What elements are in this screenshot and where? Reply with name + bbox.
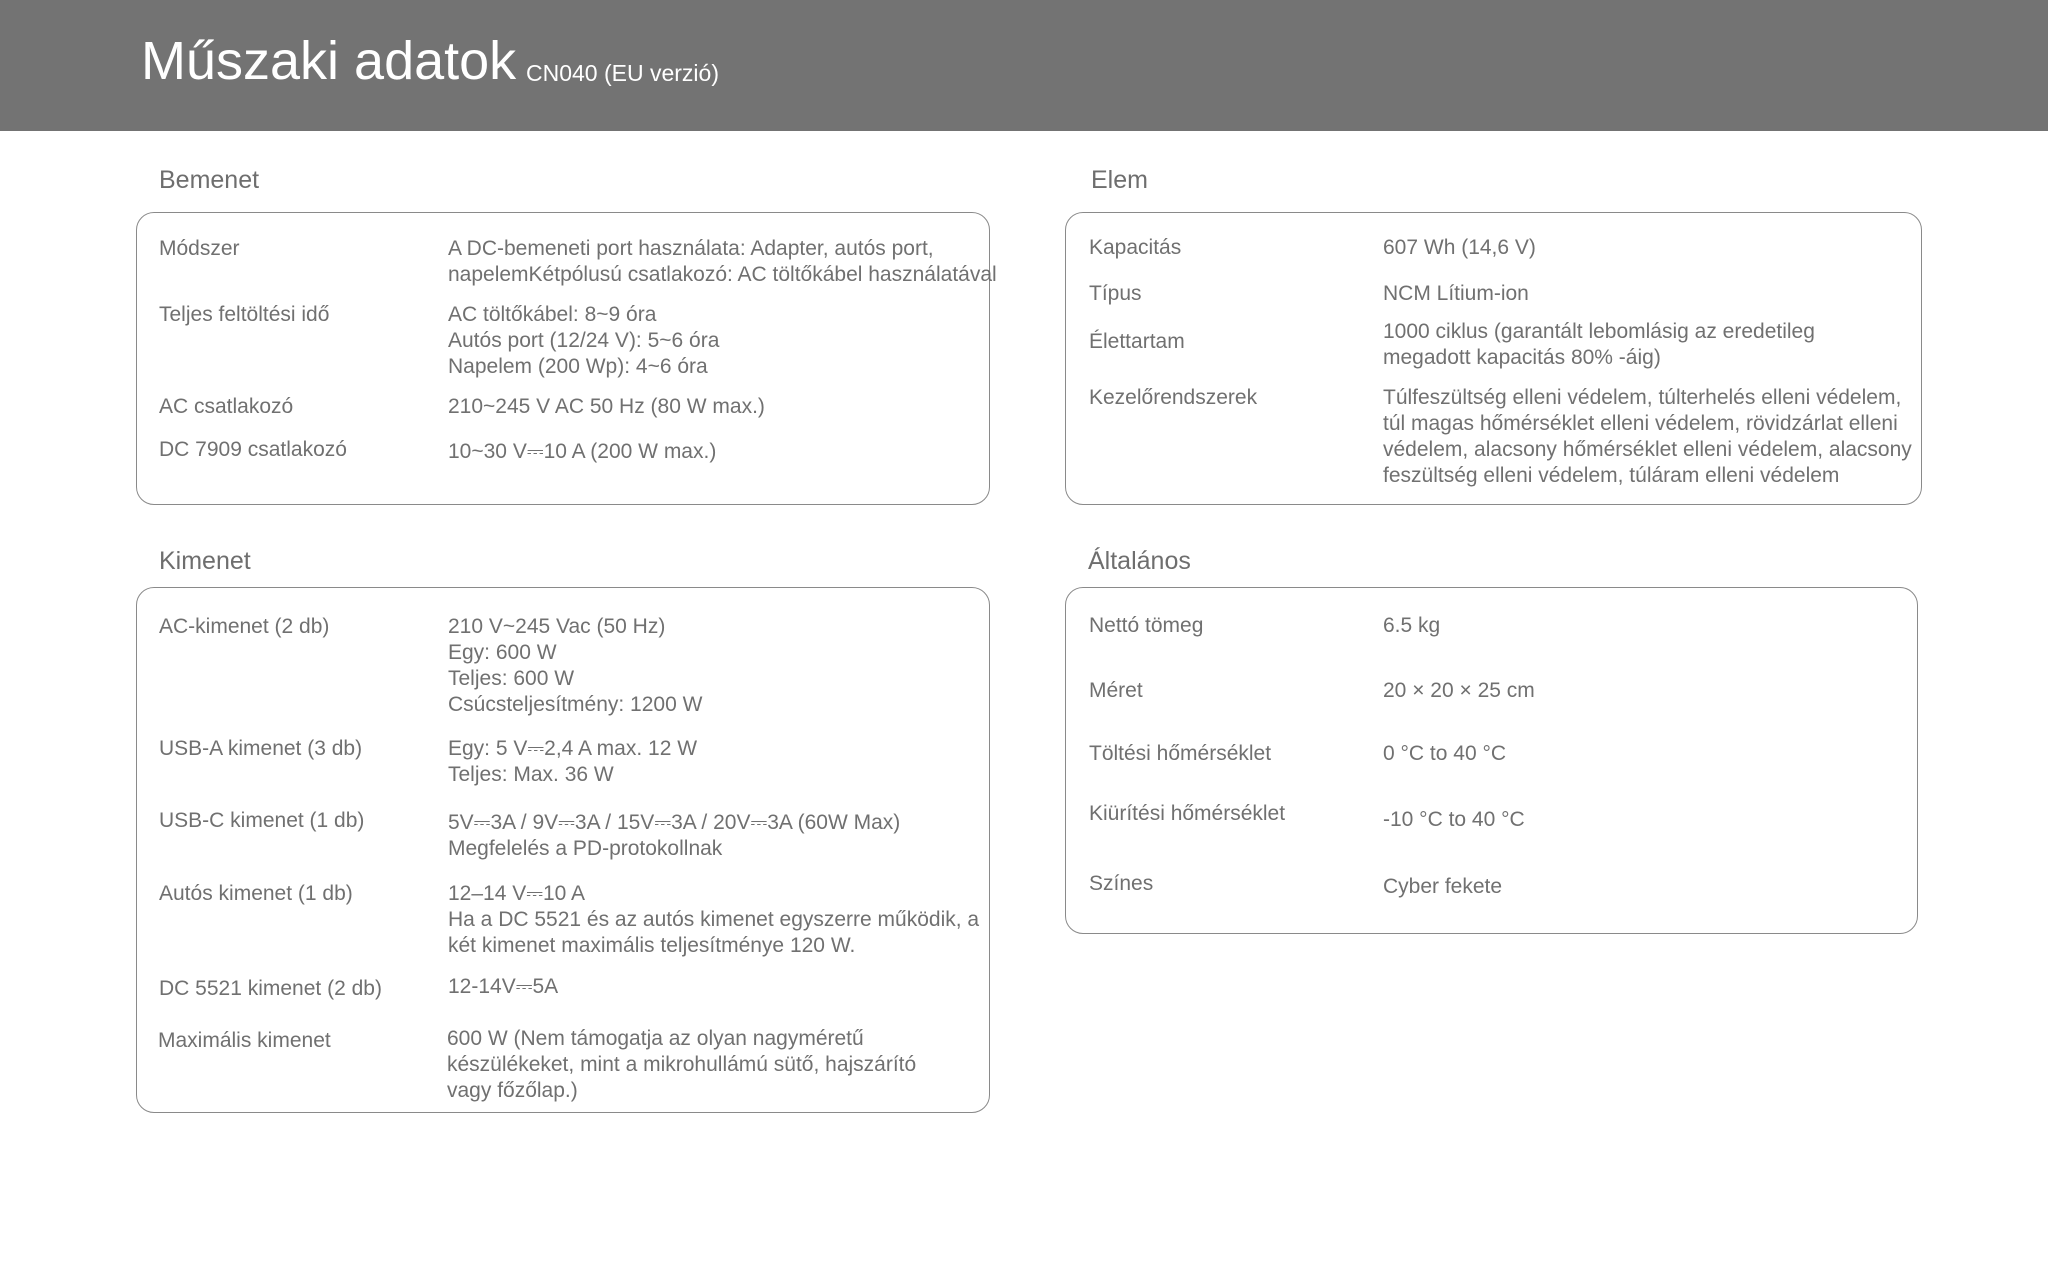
spec-label: Színes — [1089, 872, 1154, 895]
spec-label: Maximális kimenet — [158, 1029, 331, 1052]
spec-value: 12–14 V⎓10 A Ha a DC 5521 és az autós kimenet egyszerre működik, a két kimenet maximális teljesítménye 120 W. — [448, 882, 980, 957]
page-subtitle: CN040 (EU verzió) — [526, 60, 719, 86]
spec-value: 0 °C to 40 °C — [1383, 742, 1507, 765]
spec-label: AC csatlakozó — [159, 395, 294, 418]
spec-value: 5V⎓3A / 9V⎓3A / 15V⎓3A / 20V⎓3A (60W Max) Megfelelés a PD-protokollnak — [448, 811, 901, 860]
spec-label: Kezelőrendszerek — [1089, 386, 1258, 409]
spec-value: Egy: 5 V⎓2,4 A max. 12 W Teljes: Max. 36 W — [448, 737, 698, 786]
spec-label: Töltési hőmérséklet — [1089, 742, 1272, 765]
spec-box-elem — [1065, 212, 1922, 505]
spec-label: Nettó tömeg — [1089, 614, 1204, 637]
spec-value: Cyber fekete — [1383, 875, 1503, 898]
section-title-elem: Elem — [1091, 166, 1148, 194]
spec-label: Kapacitás — [1089, 236, 1182, 259]
spec-value: 607 Wh (14,6 V) — [1383, 236, 1536, 259]
spec-label: Módszer — [159, 237, 240, 260]
spec-value: 600 W (Nem támogatja az olyan nagyméretű készülékeket, mint a mikrohullámú sütő, hajszárító vagy főzőlap.) — [447, 1027, 917, 1102]
spec-box-bemenet — [136, 212, 997, 505]
spec-box-altalanos — [1065, 587, 1918, 934]
spec-label: Kiürítési hőmérséklet — [1089, 802, 1286, 825]
spec-label: Teljes feltöltési idő — [159, 303, 330, 326]
spec-label: AC-kimenet (2 db) — [159, 615, 330, 638]
spec-value: NCM Lítium-ion — [1383, 282, 1529, 305]
spec-label: USB-C kimenet (1 db) — [159, 809, 365, 832]
spec-label: Autós kimenet (1 db) — [159, 882, 353, 905]
page-header — [0, 0, 2048, 131]
spec-label: DC 5521 kimenet (2 db) — [159, 977, 382, 1000]
spec-label: Típus — [1089, 282, 1142, 305]
spec-value: 210 V~245 Vac (50 Hz) Egy: 600 W Teljes: 600 W Csúcsteljesítmény: 1200 W — [448, 615, 703, 716]
spec-box-kimenet — [136, 587, 990, 1113]
section-title-altalanos: Általános — [1088, 547, 1191, 575]
spec-value: 10~30 V⎓10 A (200 W max.) — [448, 440, 717, 463]
spec-value: 6.5 kg — [1383, 614, 1441, 637]
spec-value: Túlfeszültség elleni védelem, túlterhelés elleni védelem, túl magas hőmérséklet elleni védelem, rövidzárlat elleni védelem, alacsony hőmérséklet elleni védelem, alacsony feszültség elleni védelem, túláram elleni védelem — [1383, 386, 1912, 487]
section-title-bemenet: Bemenet — [159, 166, 260, 194]
spec-label: DC 7909 csatlakozó — [159, 438, 347, 461]
page-title: Műszaki adatok — [141, 31, 517, 91]
section-title-kimenet: Kimenet — [159, 547, 251, 575]
spec-label: Méret — [1089, 679, 1143, 702]
spec-value: 210~245 V AC 50 Hz (80 W max.) — [448, 395, 765, 418]
spec-label: USB-A kimenet (3 db) — [159, 737, 363, 760]
spec-value: 20 × 20 × 25 cm — [1383, 679, 1535, 702]
spec-value: -10 °C to 40 °C — [1383, 808, 1525, 831]
spec-value: 12-14V⎓5A — [448, 975, 559, 998]
spec-value: A DC-bemeneti port használata: Adapter, autós port, napelemKétpólusú csatlakozó: AC töltőkábel használatával — [448, 237, 997, 286]
spec-value: 1000 ciklus (garantált lebomlásig az eredetileg megadott kapacitás 80% -áig) — [1383, 320, 1815, 369]
spec-label: Élettartam — [1089, 330, 1185, 353]
spec-value: AC töltőkábel: 8~9 óra Autós port (12/24 V): 5~6 óra Napelem (200 Wp): 4~6 óra — [448, 303, 720, 378]
